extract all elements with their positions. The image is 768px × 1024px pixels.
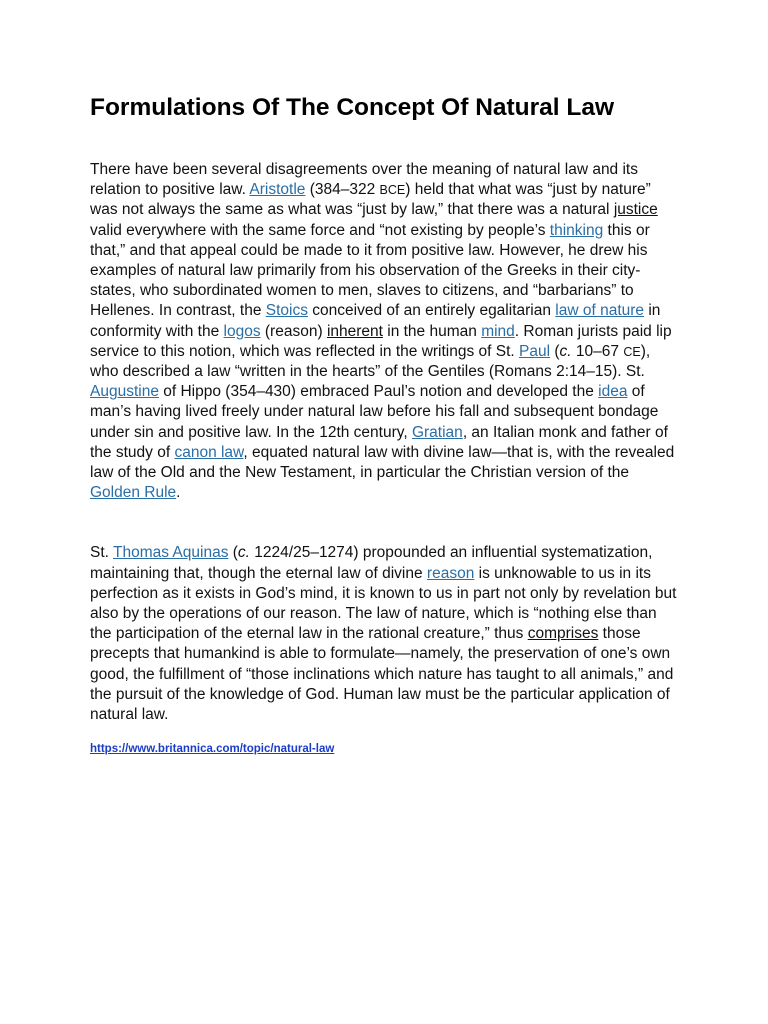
link-thomas-aquinas[interactable]: Thomas Aquinas (112, 544, 229, 562)
paragraph-1-text: this or that,” and that appeal could be made to it from positive law. However, he drew his examples of natural law primarily from his observation of the Greeks in their city-states, who subordinated women to men, slaves to citizens, and “barbarians” to Hellenes. In contrast, the (90, 221, 650, 320)
paragraph-2 (90, 543, 680, 725)
paragraph-2-text: those precepts that humankind is able to formulate—namely, the preservation of one’s own good, the fulfillment of “those inclinations which nature has taught to all animals,” and the pursuit of the knowledge of God. Human law must be the particular application of natural law. (90, 625, 674, 724)
link-law-of-nature[interactable]: law of nature (555, 302, 645, 320)
paragraph-1-text: , equated natural law with divine law—that is, with the revealed law of the Old and the New Testament, in particular the Christian version of the (90, 443, 675, 482)
paragraph-1-text: in conformity with the (90, 302, 661, 340)
link-golden-rule[interactable]: Golden Rule (90, 484, 177, 502)
link-logos[interactable]: logos (223, 322, 261, 340)
paragraph-1-text: . Roman jurists paid lip service to this notion, which was reflected in the writings of St. (90, 322, 672, 360)
page-title: Formulations Of The Concept Of Natural Law (90, 94, 615, 121)
paragraph-1-text: valid everywhere with the same force and “not existing by people’s (90, 221, 550, 239)
paragraph-1-text: conceived of an entirely egalitarian (307, 302, 556, 320)
link-augustine[interactable]: Augustine (90, 383, 159, 401)
paragraph-1-text: . (176, 484, 181, 502)
underlined-term-inherent: inherent (326, 322, 383, 340)
link-thinking[interactable]: thinking (549, 221, 604, 239)
paragraph-1-text: , an Italian monk and father of the study of (90, 423, 668, 461)
source-link[interactable]: https://www.britannica.com/topic/natural-law (90, 743, 335, 756)
document-page (90, 92, 680, 757)
link-paul[interactable]: Paul (519, 342, 551, 360)
era-abbreviation: BCE (379, 183, 406, 198)
link-aristotle[interactable]: Aristotle (249, 181, 306, 199)
paragraph-1-text: There have been several disagreements over the meaning of natural law and its relation to positive law. (90, 161, 638, 199)
paragraph-1-text: ( (550, 342, 560, 360)
paragraph-1-text: (reason) (260, 322, 327, 340)
link-idea[interactable]: idea (598, 383, 628, 401)
paragraph-2-text: 1224/25–1274) propounded an influential systematization, maintaining that, though the eternal law of divine (90, 544, 653, 582)
paragraph-1-text: of Hippo (354–430) embraced Paul’s notion and developed the (158, 383, 599, 401)
link-mind[interactable]: mind (481, 322, 515, 340)
link-reason[interactable]: reason (426, 564, 475, 582)
paragraph-1-text: in the human (382, 322, 482, 340)
paragraph-1-text: (384–322 (305, 181, 380, 199)
paragraph-1-text: 10–67 (571, 342, 624, 360)
underlined-term-justice: justice (613, 201, 658, 219)
circa-abbreviation: c. (559, 342, 572, 360)
paragraph-1 (90, 160, 680, 503)
paragraph-2-text: St. (90, 544, 113, 562)
paragraph-1-text: of man’s having lived freely under natural law before his fall and subsequent bondage under sin and positive law. In the 12th century, (90, 383, 659, 441)
paragraph-2-text: ( (228, 544, 238, 562)
era-abbreviation: CE (623, 344, 641, 359)
link-stoics[interactable]: Stoics (265, 302, 308, 320)
paragraph-1-text: ), who described a law “written in the hearts” of the Gentiles (Romans 2:14–15). St. (90, 342, 651, 381)
underlined-term-comprises: comprises (527, 625, 599, 643)
circa-abbreviation: c. (237, 544, 250, 562)
paragraph-2-text: is unknowable to us in its perfection as it exists in God’s mind, it is known to us in part not only by revelation but also by the operations of our reason. The law of nature, which is “nothing else than the participation of the eternal law in the rational creature,” thus (90, 564, 677, 643)
link-canon-law[interactable]: canon law (174, 443, 244, 461)
paragraph-1-text: ) held that what was “just by nature” was not always the same as what was “just by law,” that there was a natural (90, 181, 651, 219)
source-line (90, 741, 680, 757)
link-gratian[interactable]: Gratian (411, 423, 463, 441)
